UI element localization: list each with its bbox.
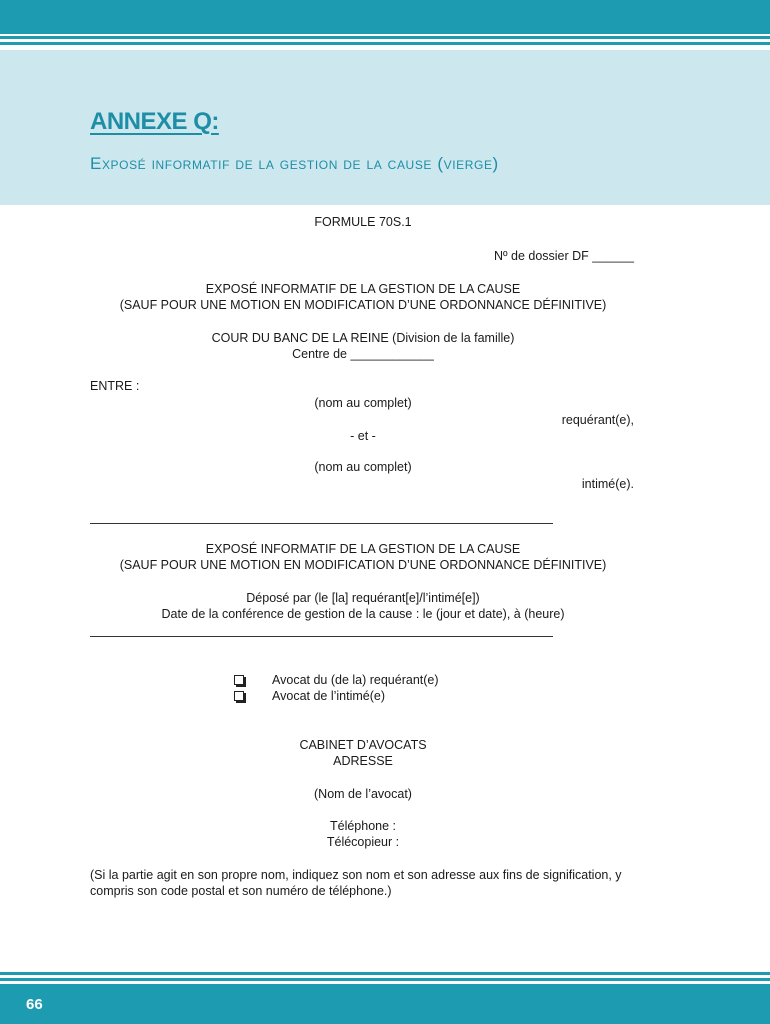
checkbox-applicant-counsel-label: Avocat du (de la) requérant(e): [272, 673, 439, 687]
bottom-decorative-stripe: [0, 978, 770, 981]
filed-by: Déposé par (le [la] requérant[e]/l’intimé[e]): [246, 591, 480, 605]
top-decorative-bar: [0, 0, 770, 34]
party2-role: intimé(e).: [581, 477, 634, 491]
annex-subtitle: Exposé informatif de la gestion de la cause (vierge): [90, 154, 499, 173]
court-centre: Centre de ____________: [292, 347, 434, 361]
dossier-number: Nº de dossier DF ______: [493, 249, 634, 263]
entre-label: ENTRE :: [90, 379, 140, 393]
form-heading-line1: EXPOSÉ INFORMATIF DE LA GESTION DE LA CAUSE: [205, 282, 521, 296]
self-represented-note-line1: (Si la partie agit en son propre nom, indiquez son nom et son adresse aux fins de signification, y: [90, 868, 622, 882]
law-firm: CABINET D’AVOCATS: [299, 738, 427, 752]
court-name: COUR DU BANC DE LA REINE (Division de la famille): [211, 331, 515, 345]
party1-name-placeholder: (nom au complet): [314, 396, 412, 410]
top-decorative-stripe: [0, 42, 770, 45]
top-decorative-stripe: [0, 36, 770, 39]
telephone-label: Téléphone :: [329, 819, 397, 833]
annex-title: ANNEXE Q:: [90, 108, 219, 135]
form-heading-line2: (SAUF POUR UNE MOTION EN MODIFICATION D’UNE ORDONNANCE DÉFINITIVE): [119, 298, 607, 312]
bottom-decorative-stripe: [0, 972, 770, 975]
lawyer-name: (Nom de l’avocat): [314, 787, 412, 801]
party2-name-placeholder: (nom au complet): [314, 460, 412, 474]
page-number: 66: [26, 996, 43, 1013]
self-represented-note-line2: compris son code postal et son numéro de téléphone.): [90, 884, 392, 898]
checkbox-respondent-counsel[interactable]: [234, 691, 244, 701]
party1-role: requérant(e),: [561, 413, 634, 427]
conference-date: Date de la conférence de gestion de la cause : le (jour et date), à (heure): [161, 607, 565, 621]
form-heading2-line2: (SAUF POUR UNE MOTION EN MODIFICATION D’UNE ORDONNANCE DÉFINITIVE): [119, 558, 607, 572]
address: ADRESSE: [333, 754, 393, 768]
divider-line: [90, 523, 553, 524]
form-heading2-line1: EXPOSÉ INFORMATIF DE LA GESTION DE LA CAUSE: [205, 542, 521, 556]
et-separator: - et -: [350, 429, 376, 443]
form-number: FORMULE 70S.1: [314, 215, 412, 229]
fax-label: Télécopieur :: [326, 835, 400, 849]
checkbox-respondent-counsel-label: Avocat de l’intimé(e): [272, 689, 386, 703]
checkbox-applicant-counsel[interactable]: [234, 675, 244, 685]
bottom-decorative-bar: [0, 984, 770, 1024]
divider-line: [90, 636, 553, 637]
